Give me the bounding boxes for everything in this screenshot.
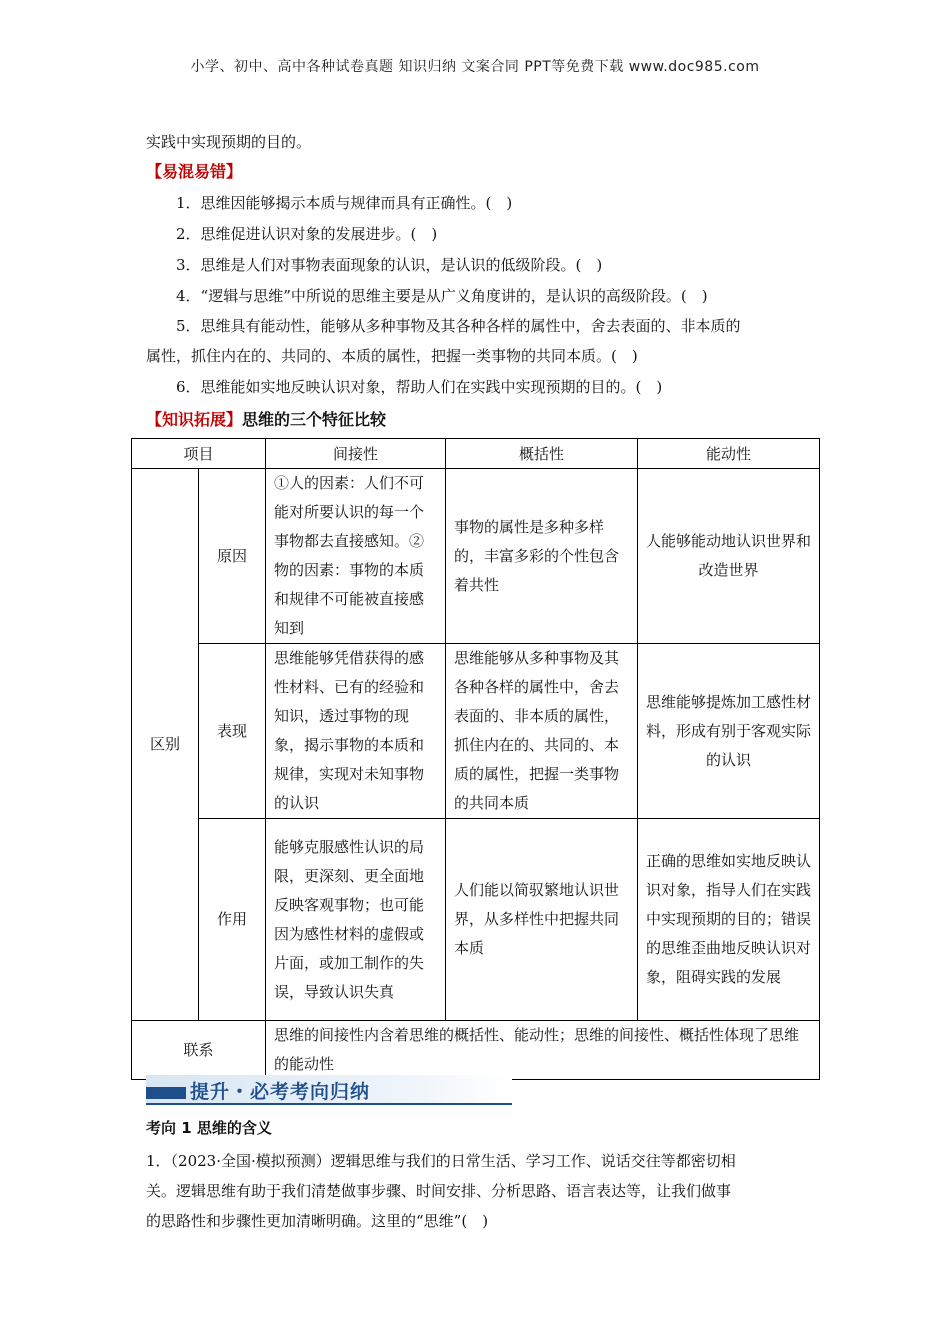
row-label-link: 联系	[132, 1021, 266, 1080]
function-generality: 人们能以简驭繁地认识世界，从多样性中把握共同本质	[446, 819, 638, 1021]
row-label-function: 作用	[199, 819, 266, 1021]
section-banner	[146, 1075, 512, 1105]
group-label: 区别	[132, 469, 199, 1021]
banner-bar	[146, 1087, 186, 1099]
header-indirectness: 间接性	[266, 439, 446, 469]
manifestation-initiative: 思维能够提炼加工感性材料，形成有别于客观实际的认识	[638, 644, 820, 819]
banner-underline	[146, 1103, 512, 1105]
confusion-item-1: 1．思维因能够揭示本质与规律而具有正确性。( )	[176, 194, 513, 212]
comparison-table	[131, 438, 820, 1080]
manifestation-indirectness: 思维能够凭借获得的感性材料、已有的经验和知识，透过事物的现象，揭示事物的本质和规律，实现对未知事物的认识	[266, 644, 446, 819]
manifestation-generality: 思维能够从多种事物及其各种各样的属性中，舍去表面的、非本质的属性，抓住内在的、共同的、本质的属性，把握一类事物的共同本质	[446, 644, 638, 819]
function-initiative: 正确的思维如实地反映认识对象，指导人们在实践中实现预期的目的；错误的思维歪曲地反映认识对象，阻碍实践的发展	[638, 819, 820, 1021]
function-indirectness: 能够克服感性认识的局限，更深刻、更全面地反映客观事物；也可能因为感性材料的虚假或片面，或加工制作的失误，导致认识失真	[266, 819, 446, 1021]
table-header-row	[132, 439, 820, 469]
cause-initiative: 人能够能动地认识世界和改造世界	[638, 469, 820, 644]
cause-generality: 事物的属性是多种多样的，丰富多彩的个性包含着共性	[446, 469, 638, 644]
page-header: 小学、初中、高中各种试卷真题 知识归纳 文案合同 PPT等免费下载 www.doc985.com	[190, 59, 760, 75]
direction-heading: 考向 1 思维的含义	[146, 1119, 272, 1137]
extension-heading	[146, 410, 386, 430]
confusion-item-3: 3．思维是人们对事物表面现象的认识，是认识的低级阶段。( )	[176, 256, 603, 274]
cause-indirectness: ①人的因素：人们不可能对所要认识的每一个事物都去直接感知。②物的因素：事物的本质和规律不可能被直接感知到	[266, 469, 446, 644]
question-line-1: 1．（2023·全国·模拟预测）逻辑思维与我们的日常生活、学习工作、说话交往等都密切相	[146, 1152, 736, 1170]
header-generality: 概括性	[446, 439, 638, 469]
intro-line: 实践中实现预期的目的。	[146, 133, 312, 151]
header-initiative: 能动性	[638, 439, 820, 469]
row-label-manifestation: 表现	[199, 644, 266, 819]
table-row	[132, 1021, 820, 1080]
extension-title: 思维的三个特征比较	[242, 410, 387, 429]
confusion-item-5-cont: 属性，抓住内在的、共同的、本质的属性，把握一类事物的共同本质。( )	[146, 347, 638, 365]
header-item: 项目	[132, 439, 266, 469]
link-text: 思维的间接性内含着思维的概括性、能动性；思维的间接性、概括性体现了思维的能动性	[266, 1021, 820, 1080]
question-line-3: 的思路性和步骤性更加清晰明确。这里的“思维”( )	[146, 1212, 489, 1230]
confusion-item-6: 6．思维能如实地反映认识对象，帮助人们在实践中实现预期的目的。( )	[176, 378, 663, 396]
banner-title: 提升・必考考向归纳	[190, 1081, 371, 1103]
confusion-item-4: 4．“逻辑与思维”中所说的思维主要是从广义角度讲的，是认识的高级阶段。( )	[176, 287, 708, 305]
question-line-2: 关。逻辑思维有助于我们清楚做事步骤、时间安排、分析思路、语言表达等，让我们做事	[146, 1182, 732, 1200]
table-row	[132, 469, 820, 644]
extension-tag: 【知识拓展】	[146, 410, 243, 429]
confusion-item-2: 2．思维促进认识对象的发展进步。( )	[176, 225, 438, 243]
confusion-title: 【易混易错】	[146, 162, 243, 181]
row-label-cause: 原因	[199, 469, 266, 644]
confusion-item-5: 5．思维具有能动性，能够从多种事物及其各种各样的属性中，舍去表面的、非本质的	[176, 317, 741, 335]
table-row	[132, 819, 820, 1021]
table-row	[132, 644, 820, 819]
